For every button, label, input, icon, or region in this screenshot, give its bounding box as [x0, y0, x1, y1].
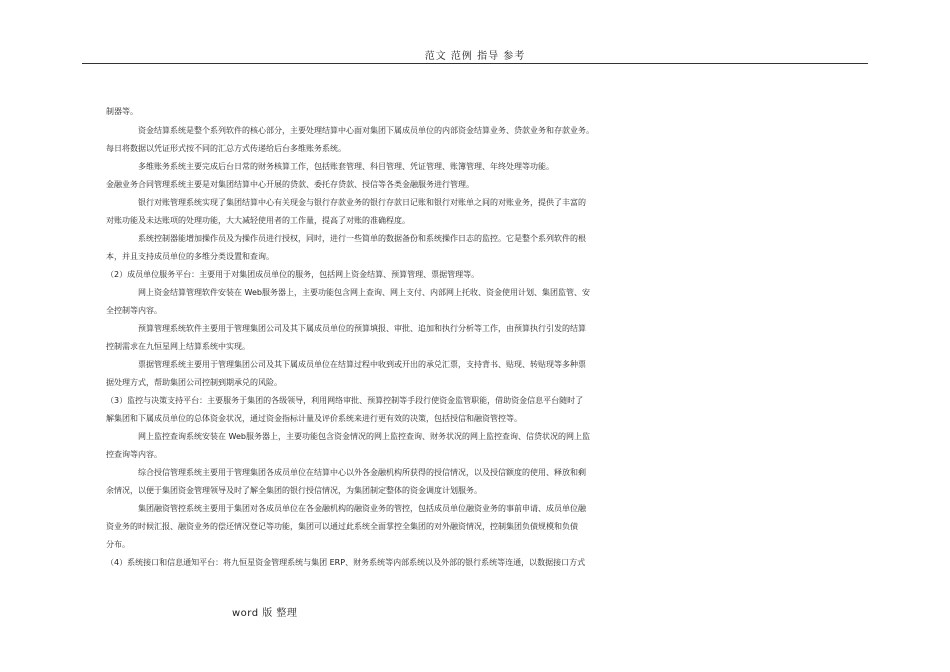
body-line: 多维账务系统主要完成后台日常的财务核算工作，包括账套管理、科目管理、凭证管理、账簿管理、年终处理等功能。	[138, 162, 554, 171]
body-line: 票据管理系统主要用于管理集团公司及其下属成员单位在结算过程中收到或开出的承兑汇票，支持背书、贴现、转贴现等多种票	[138, 360, 586, 369]
body-line: 银行对账管理系统实现了集团结算中心有关现金与银行存款业务的银行存款日记账和银行对账单之间的对账业务，提供了丰富的	[138, 198, 586, 207]
body-line: 对账功能及未达账项的处理功能，大大减轻使用者的工作量，提高了对账的准确程度。	[106, 216, 410, 225]
body-line: 金融业务合同管理系统主要是对集团结算中心开展的贷款、委托存贷款、授信等各类金融服务进行管理。	[106, 180, 474, 189]
body-line: 每日将数据以凭证形式按不同的汇总方式传递给后台多维账务系统。	[106, 144, 346, 153]
body-line: 网上资金结算管理软件安装在 Web服务器上，主要功能包含网上查询、网上支付、内部网上托收、资金使用计划、集团监管、安	[138, 288, 590, 297]
body-line: 据处理方式，帮助集团公司控制到期承兑的风险。	[106, 378, 282, 387]
body-line: 集团融资管控系统主要用于集团对各成员单位在各金融机构的融资业务的管控，包括成员单位融资业务的事前申请、成员单位融	[138, 504, 586, 513]
body-line: 本，并且支持成员单位的多维分类设置和查询。	[106, 252, 274, 261]
body-line: 控制需求在九恒星网上结算系统中实现。	[106, 342, 250, 351]
body-line: 分布。	[106, 540, 130, 549]
section-heading-3: （3）监控与决策支持平台：主要服务于集团的各级领导，利用网络审批、预算控制等手段行使资金监管职能，借助资金信息平台随时了	[106, 396, 584, 405]
section-heading-4: （4）系统接口和信息通知平台：将九恒星资金管理系统与集团 ERP、财务系统等内部系统以及外部的银行系统等连通，以数据接口方式	[106, 558, 586, 567]
body-line: 制器等。	[106, 107, 138, 116]
page-footer: word 版 整理	[232, 608, 298, 619]
section-heading-2: （2）成员单位服务平台：主要用于对集团成员单位的服务，包括网上资金结算、预算管理、票据管理等。	[106, 270, 480, 279]
body-line: 余情况，以便于集团资金管理领导及时了解全集团的银行授信情况，为集团制定整体的资金调度计划服务。	[106, 486, 482, 495]
body-line: 网上监控查询系统安装在 Web服务器上，主要功能包含资金情况的网上监控查询、财务状况的网上监控查询、信贷状况的网上监	[138, 432, 590, 441]
page-header: 范文 范例 指导 参考	[424, 51, 526, 62]
body-line: 综合授信管理系统主要用于管理集团各成员单位在结算中心以外各金融机构所获得的授信情况，以及授信额度的使用、释放和剩	[138, 468, 586, 477]
body-line: 控查询等内容。	[106, 450, 162, 459]
body-line: 解集团和下属成员单位的总体资金状况，通过资金指标计量及评价系统来进行更有效的决策，包括授信和融资管控等。	[106, 414, 522, 423]
header-divider	[82, 63, 868, 64]
body-line: 预算管理系统软件主要用于管理集团公司及其下属成员单位的预算填报、审批、追加和执行分析等工作，由预算执行引发的结算	[138, 324, 586, 333]
body-line: 资业务的时候汇报、融资业务的偿还情况登记等功能，集团可以通过此系统全面掌控全集团的对外融资情况，控制集团负债规模和负债	[106, 522, 578, 531]
body-line: 系统控制器能增加操作员及为操作员进行授权，同时，进行一些简单的数据备份和系统操作日志的监控。它是整个系列软件的根	[138, 234, 586, 243]
body-line: 资金结算系统是整个系列软件的核心部分，主要处理结算中心面对集团下属成员单位的内部资金结算业务、贷款业务和存款业务。	[138, 126, 594, 135]
body-line: 全控制等内容。	[106, 306, 162, 315]
